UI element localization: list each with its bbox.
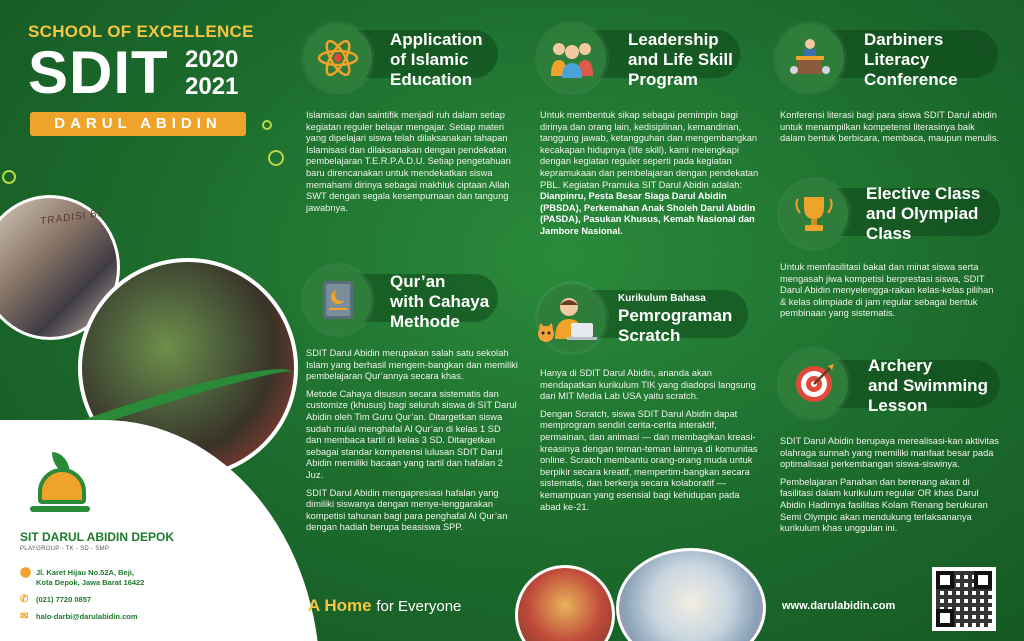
section-title-archery — [868, 356, 988, 416]
website-link[interactable]: www.darulabidin.com — [782, 600, 896, 612]
org-levels: PLAYGROUP - TK - SD - SMP — [20, 546, 110, 552]
section-body-islamic — [306, 110, 514, 220]
body-text: Untuk membentuk sikap sebagai pemimpin bagi dirinya dan orang lain, kedisiplinan, kemandirian, tanggung jawab, ketangguhan dan mengembangkan kecakapan hidupnya (life skill), kami melengkapi dengan kegiatan reguler seperti pada kegiatan kepramukaan dan pembelajaran dengan pendekatan PBL. Kegiatan Pramuka SIT Darul Abidin adalah: — [540, 110, 759, 190]
title-line: Scratch — [618, 326, 681, 345]
section-body-elective — [780, 262, 1002, 326]
title-line: Pemrograman — [618, 306, 733, 325]
title-line: Lesson — [868, 396, 928, 415]
title-line: Program — [628, 70, 698, 89]
title-line: Application — [390, 30, 483, 49]
tagline-main: A Home — [308, 596, 372, 615]
section-title-quran — [390, 272, 489, 332]
paragraph: SDIT Darul Abidin berupaya merealisasi-kan aktivitas olahraga sunnah yang memiliki manfaat besar pada optimalisasi perkembangan siswa-siswinya. — [780, 436, 999, 470]
atom-icon — [304, 24, 372, 92]
body-bold: Dianpinru, Pesta Besar Siaga Darul Abidin (PBSDA), Perkemahan Anak Sholeh Darul Abidin (PASDA), Pasukan Khusus, Kemah Nasional dan Jambore Nasional. — [540, 191, 756, 236]
title-line: with Cahaya — [390, 292, 490, 311]
school-name-banner: DARUL ABIDIN — [30, 112, 246, 136]
decor-circle — [268, 150, 284, 166]
year-end: 2021 — [185, 73, 239, 100]
title-line: Class — [866, 224, 912, 243]
section-body-archery — [780, 436, 1002, 541]
paragraph — [540, 110, 760, 238]
section-title-islamic — [390, 30, 483, 90]
trophy-icon — [780, 180, 848, 248]
title-line: Darbiners — [864, 30, 944, 49]
location-pin-icon: ⬤ — [20, 567, 32, 578]
scratch-label: Kurikulum Bahasa — [618, 293, 706, 304]
year-start: 2020 — [185, 46, 239, 73]
school-year — [185, 46, 238, 100]
paragraph: Metode Cahaya disusun secara sistematis dan customize (khusus) bagi seluruh siswa di SIT Darul Abidin oleh Tim Guru Qur’an. Ditargetkan siswa sudah mulai menghafal Al Qur’an di kelas 1 SD dan membaca tartil di kelas 3 SD. Ditargetkan sebagai standar kompetensi lulusan SDIT Darul Abidin memiliki bacaan yang tartil dan hafalan 2 Juz. — [306, 388, 517, 480]
section-title-leadership — [628, 30, 733, 90]
title-line: Education — [390, 70, 473, 89]
address — [20, 568, 144, 588]
paragraph: Pembelajaran Panahan dan berenang akan di fasilitasi dalam kurikulum regular OR khas Darul Abidin Hadirnya fasilitas Kolam Renang berukuran Semi Olympic akan mendukung terlaksananya kurikulum khas unggulan ini. — [780, 476, 988, 534]
section-title-darbiners — [864, 30, 958, 90]
tagline-rest: for Everyone — [376, 598, 462, 615]
title-line: Methode — [390, 312, 460, 331]
school-tagline: SCHOOL OF EXCELLENCE — [28, 22, 254, 41]
email — [20, 612, 138, 622]
school-logo — [22, 452, 92, 522]
paragraph: Islamisasi dan saintifik menjadi ruh dalam setiap kegiatan reguler belajar mengajar. Setiap materi yang dipelajari siswa telah dilaksanakan tahapan Islamisasi dan dilaksanakan dengan pendekatan pembelajaran T.E.R.P.A.D.U. Setiap pengetahuan baru direncanakan untuk mendekatkan siswa memahami dirinya sebagai makhluk ciptaan Allah SWT dengan segala kesempurnaan dan tangung jawabnya. — [306, 110, 511, 213]
paragraph: SDIT Darul Abidin mengapresiasi hafalan yang dimiliki siswanya dengan menye-lenggarakan kompetisi tahunan bagi para penghafal Al Qur’an dengan hadiah berupa beasiswa SPP. — [306, 487, 508, 533]
scratch-cat-icon — [535, 322, 557, 344]
quran-book-icon — [304, 266, 372, 334]
mail-icon: ✉ — [20, 611, 29, 622]
section-title-scratch — [618, 306, 732, 346]
team-icon — [538, 24, 606, 92]
section-body-quran — [306, 348, 518, 540]
title-line: Qur’an — [390, 272, 446, 291]
title-line: and Swimming — [868, 376, 988, 395]
qr-finder — [936, 571, 954, 589]
paragraph: SDIT Darul Abidin merupakan salah satu sekolah Islam yang berhasil mengem-bangkan dan memiliki pembelajaran Qur’annya secara khas. — [306, 348, 518, 382]
phone-number[interactable]: (021) 7720 0857 — [36, 595, 92, 604]
title-line: Conference — [864, 70, 958, 89]
target-icon — [780, 350, 848, 418]
phone-icon: ✆ — [20, 594, 29, 605]
kids-photo — [515, 565, 615, 641]
decor-circle — [2, 170, 16, 184]
section-body-leadership — [540, 110, 760, 244]
brand-title: SDIT — [28, 39, 169, 106]
section-title-elective — [866, 184, 980, 244]
section-body-darbiners — [780, 110, 1002, 151]
qr-code[interactable] — [932, 567, 996, 631]
tagline — [308, 596, 461, 616]
paragraph: Untuk memfasilitasi bakat dan minat siswa serta mengasah jiwa kompetisi berprestasi siswa, SDIT Darul Abidin menyelengga-rakan kelas-kelas pilihan & kelas olimpiade di jam regular sebagai bentuk pembinaan yang sistematis. — [780, 262, 994, 319]
logo-base — [30, 506, 90, 512]
photo-caption: TRADISI BE — [39, 207, 107, 228]
title-line: Literacy — [864, 50, 930, 69]
dome-icon — [38, 468, 86, 504]
address-line-2: Kota Depok, Jawa Barat 16422 — [36, 578, 145, 587]
podium-speaker-icon — [776, 24, 844, 92]
title-line: and Life Skill — [628, 50, 733, 69]
title-line: of Islamic — [390, 50, 469, 69]
class-photo — [616, 548, 766, 641]
phone — [20, 595, 91, 605]
decor-circle — [262, 120, 272, 130]
qr-finder — [936, 609, 954, 627]
title-line: Elective Class — [866, 184, 981, 203]
address-line-1: Jl. Karet Hijau No.52A, Beji, — [36, 568, 134, 577]
paragraph: Hanya di SDIT Darul Abidin, ananda akan mendapatkan kurikulum TIK yang diadopsi langsung dari MIT Media Lab USA yaitu scratch. — [540, 368, 756, 402]
section-body-scratch — [540, 368, 758, 519]
title-line: Leadership — [628, 30, 719, 49]
paragraph: Dengan Scratch, siswa SDIT Darul Abidin dapat memprogram sendiri cerita-cerita interaktif, permainan, dan animasi — dan membagikan kreasi-kreasinya dengan teman-teman lainnya di komunitas online. Scratch membantu orang-orang muda untuk berpikir secara kreatif, mempertim-bangkan secara sistematis, dan berkerja secara kolaboratif — kemampuan yang esensial bagi kehidupan pada abad ke-21. — [540, 408, 758, 512]
qr-finder — [974, 571, 992, 589]
paragraph: Konferensi literasi bagi para siswa SDIT Darul abidin untuk menampilkan kompetensi literasinya baik dalam bentuk berbicara, membaca, maupun menulis. — [780, 110, 1000, 144]
org-name: SIT DARUL ABIDIN DEPOK — [20, 530, 175, 544]
email-address[interactable]: halo-darbi@darulabidin.com — [36, 612, 138, 621]
title-line: and Olympiad — [866, 204, 979, 223]
title-line: Archery — [868, 356, 933, 375]
